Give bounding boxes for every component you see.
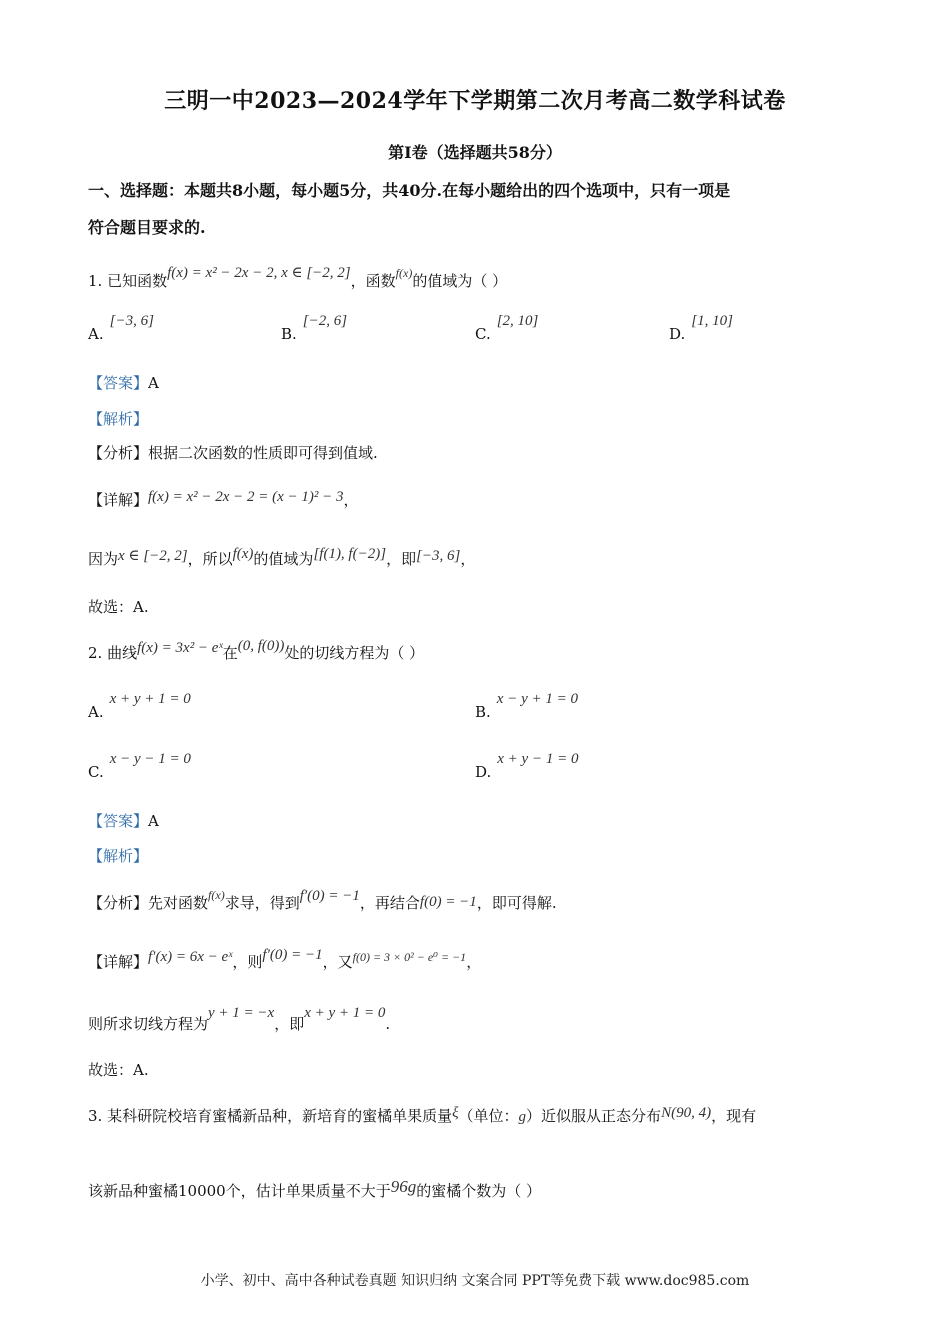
q1-fenxi-text: 根据二次函数的性质即可得到值域. [148, 444, 378, 462]
q1-xiangjie-end: ， [343, 491, 359, 509]
q2-conclusion: 故选：A. [88, 1061, 149, 1079]
q1-because-text-4: ，即 [386, 550, 417, 568]
q2-xiangjie-formula-1: f′(x) = 6x − eˣ [148, 949, 233, 965]
answer-tag: 【答案】 [88, 812, 149, 830]
q1-because-formula-1: x ∈ [−2, 2] [118, 548, 188, 564]
q2-xiangjie-text-3: ， [466, 953, 482, 971]
q3-text-4: ，现有 [711, 1107, 757, 1125]
q3-text-2: （单位： [458, 1107, 519, 1125]
q1-option-a [88, 313, 154, 344]
q2-analysis-heading [88, 845, 148, 866]
q1-option-b-value: [−2, 6] [302, 313, 348, 329]
q1-fenxi [88, 442, 378, 463]
q2-xiangjie-formula-3: f(0) = 3 × 0² − e⁰ = −1 [352, 950, 467, 964]
xiangjie-tag: 【详解】 [88, 491, 149, 509]
q1-because-text-5: ， [460, 550, 476, 568]
q2-fenxi-formula-1: f(x) [208, 888, 225, 902]
analysis-tag: 【解析】 [88, 847, 149, 865]
q1-answer [88, 372, 159, 393]
q1-stem-formula: f(x) = x² − 2x − 2, x ∈ [−2, 2] [167, 265, 351, 281]
q1-because-text-3: 的值域为 [253, 550, 314, 568]
part-subtitle: 第Ⅰ卷（选择题共58分） [388, 143, 562, 162]
q1-because-text-2: ，所以 [187, 550, 233, 568]
q1-option-b [281, 313, 348, 344]
q2-xiangjie-formula-2: f′(0) = −1 [262, 947, 323, 963]
q2-xiangjie [88, 947, 482, 972]
q2-option-c-label: C. [88, 763, 104, 781]
q2-then-formula-2: x + y + 1 = 0 [304, 1005, 386, 1021]
q2-xiangjie-text: ，则 [232, 953, 263, 971]
q1-answer-value: A [148, 374, 159, 392]
q1-because [88, 548, 475, 569]
q3-text: 3. 某科研院校培育蜜橘新品种，新培育的蜜橘单果质量 [88, 1107, 453, 1125]
q2-stem-formula-2: (0, f(0)) [237, 638, 285, 654]
q2-xiangjie-text-2: ，又 [322, 953, 353, 971]
q1-option-d-label: D. [669, 325, 686, 343]
q2-then-formula-1: y + 1 = −x [208, 1005, 275, 1021]
q1-option-c [475, 313, 539, 344]
section-heading-line1: 一、选择题：本题共8小题，每小题5分，共40分.在每小题给出的四个选项中，只有一项是 [88, 181, 731, 200]
q2-option-d-label: D. [475, 763, 492, 781]
q1-xiangjie-formula: f(x) = x² − 2x − 2 = (x − 1)² − 3 [148, 489, 344, 505]
q2-stem-formula: f(x) = 3x² − eˣ [137, 640, 223, 656]
q2-stem-text-3: 处的切线方程为（ ） [284, 644, 425, 662]
q2-option-c-value: x − y − 1 = 0 [109, 751, 191, 767]
q1-stem [88, 265, 508, 291]
q2-fenxi [88, 888, 557, 913]
q3-formula-xi: ξ [452, 1105, 459, 1121]
q2-option-a-value: x + y + 1 = 0 [109, 691, 191, 707]
q2-fenxi-text: 先对函数 [148, 894, 209, 912]
q2-option-d-value: x + y − 1 = 0 [497, 751, 579, 767]
q3-formula-normal: N(90, 4) [661, 1105, 712, 1121]
q3-stem-line2 [88, 1177, 542, 1201]
q1-option-b-label: B. [281, 325, 297, 343]
fenxi-tag: 【分析】 [88, 894, 149, 912]
answer-tag: 【答案】 [88, 374, 149, 392]
analysis-tag: 【解析】 [88, 410, 149, 428]
q2-option-c [88, 751, 191, 782]
q1-conclusion: 故选：A. [88, 598, 149, 616]
q2-option-b-label: B. [475, 703, 491, 721]
q3-text-3: ）近似服从正态分布 [526, 1107, 662, 1125]
q2-then [88, 1005, 391, 1034]
page-footer: 小学、初中、高中各种试卷真题 知识归纳 文案合同 PPT等免费下载 www.doc985.com [200, 1273, 750, 1289]
q2-fenxi-text-2: 求导，得到 [224, 894, 300, 912]
q2-option-d [475, 751, 579, 782]
q2-then-text-3: . [385, 1015, 391, 1033]
q1-option-c-value: [2, 10] [496, 313, 539, 329]
q2-stem [88, 638, 425, 663]
xiangjie-tag: 【详解】 [88, 953, 149, 971]
q2-fenxi-formula-2: f′(0) = −1 [299, 888, 360, 904]
q1-option-d [669, 313, 733, 344]
q2-fenxi-text-4: ，即可得解. [476, 894, 557, 912]
q1-stem-formula-2: f(x) [395, 266, 413, 280]
q2-option-b [475, 691, 578, 722]
q1-option-c-label: C. [475, 325, 491, 343]
q2-fenxi-formula-3: f(0) = −1 [419, 894, 477, 910]
q2-fenxi-text-3: ，再结合 [359, 894, 420, 912]
q1-option-a-label: A. [88, 325, 104, 343]
q2-option-a [88, 691, 191, 722]
q1-xiangjie [88, 489, 359, 510]
q3-text-5: 该新品种蜜橘10000个，估计单果质量不大于 [88, 1182, 391, 1200]
q2-stem-text-2: 在 [222, 644, 238, 662]
q3-formula-unit: g [518, 1109, 527, 1125]
q1-option-a-value: [−3, 6] [109, 313, 154, 329]
q2-option-a-label: A. [88, 703, 104, 721]
q3-text-6: 的蜜橘个数为（ ） [416, 1182, 542, 1200]
q2-stem-text: 2. 曲线 [88, 644, 138, 662]
q1-stem-text-2: ，函数 [350, 272, 396, 290]
q1-option-d-value: [1, 10] [691, 313, 733, 329]
q1-stem-text: 1. 已知函数 [88, 272, 168, 290]
q2-then-text-2: ，即 [274, 1015, 305, 1033]
q3-formula-mass: 96g [390, 1177, 417, 1196]
q1-analysis-heading [88, 408, 148, 429]
q2-answer [88, 810, 159, 831]
exam-title: 三明一中2023—2024学年下学期第二次月考高二数学科试卷 [164, 88, 786, 114]
q1-because-text: 因为 [88, 550, 119, 568]
q1-stem-text-3: 的值域为（ ） [412, 272, 508, 290]
q2-option-b-value: x − y + 1 = 0 [496, 691, 578, 707]
q2-answer-value: A [148, 812, 159, 830]
fenxi-tag: 【分析】 [88, 444, 149, 462]
q1-because-formula-3: [f(1), f(−2)] [313, 546, 387, 562]
q1-because-formula-2: f(x) [232, 546, 254, 562]
q1-because-formula-4: [−3, 6] [416, 548, 461, 564]
q2-then-text: 则所求切线方程为 [88, 1015, 209, 1033]
q3-stem-line1 [88, 1105, 756, 1126]
section-heading-line2: 符合题目要求的. [88, 218, 206, 237]
